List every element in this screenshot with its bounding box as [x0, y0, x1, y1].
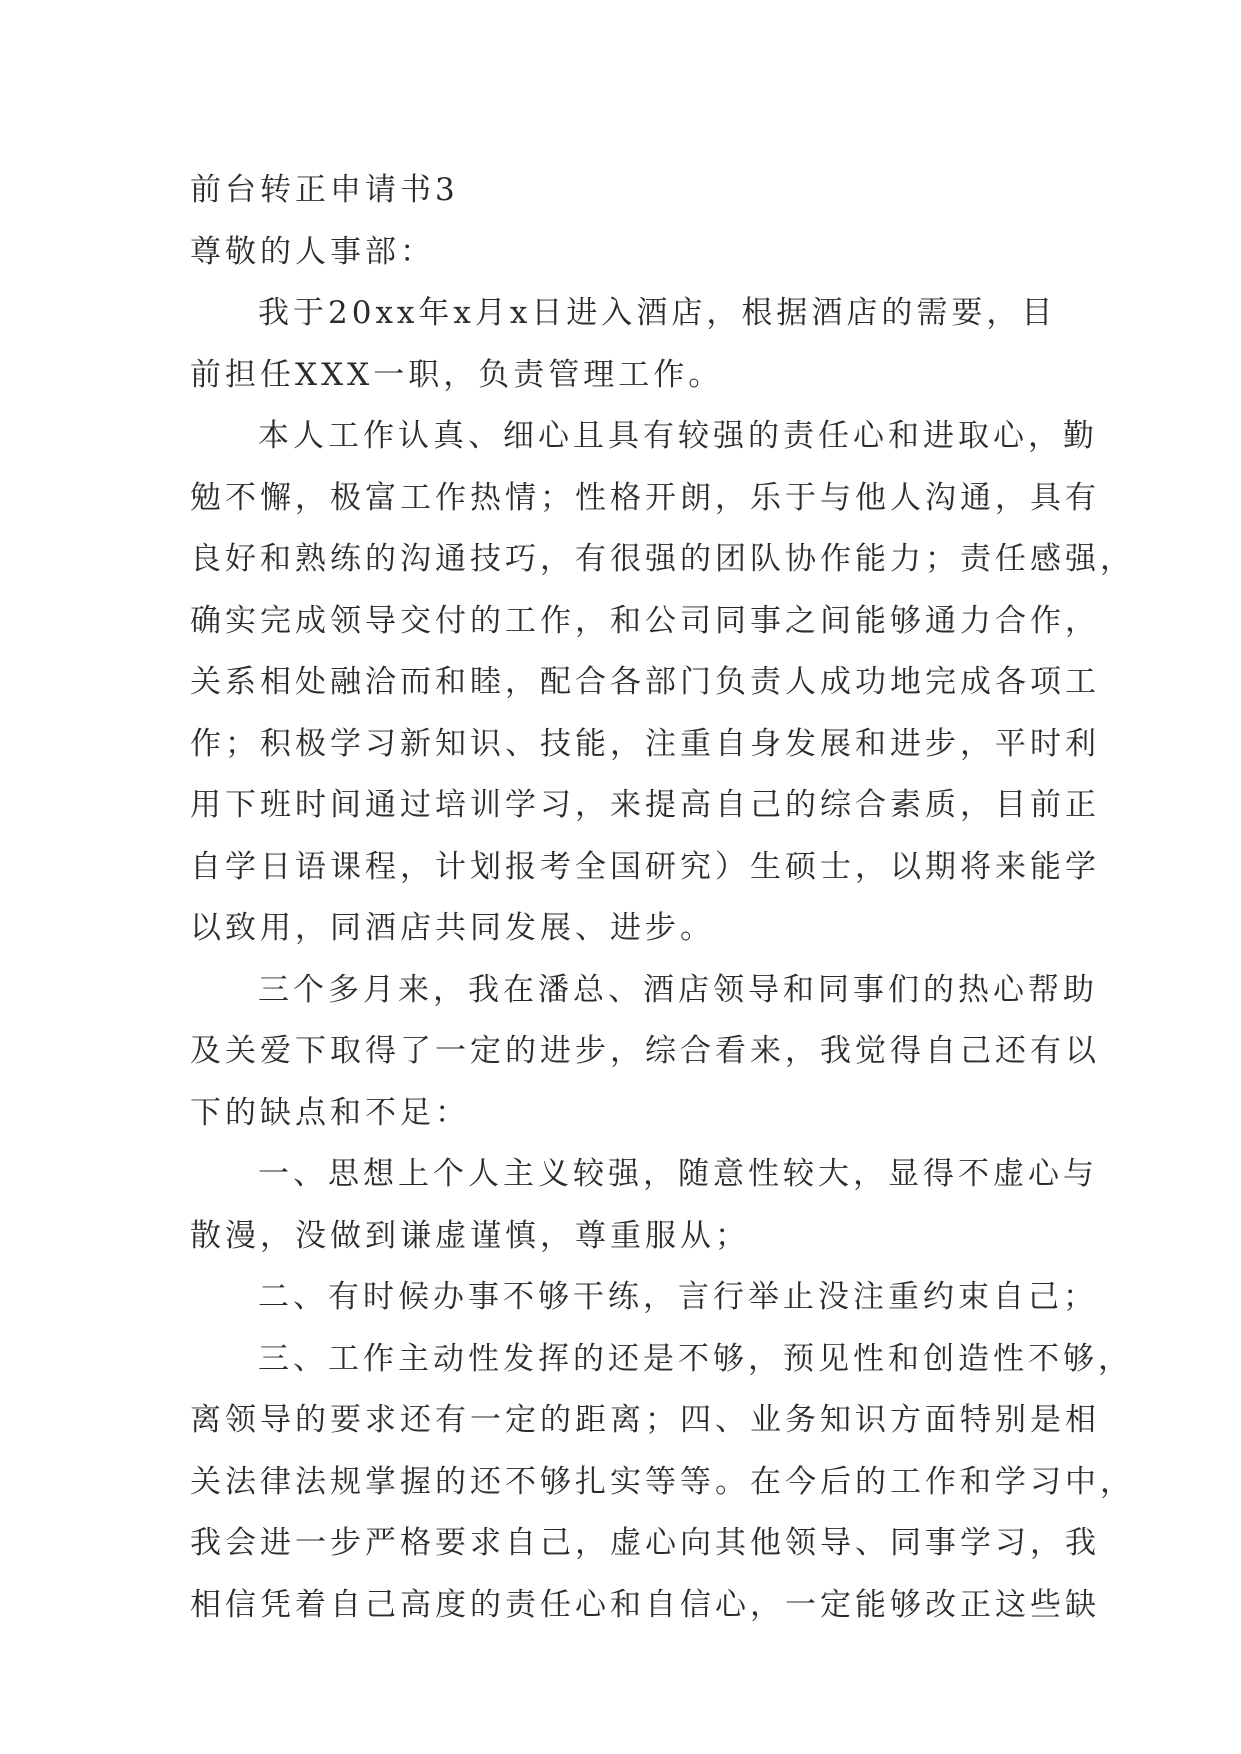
text-line: 作；积极学习新知识、技能，注重自身发展和进步，平时利 [190, 725, 1100, 762]
document-body [190, 160, 1135, 1636]
text-line: 用下班时间通过培训学习，来提高自己的综合素质，目前正 [190, 787, 1100, 823]
document-title: 前台转正申请书3 [190, 172, 459, 208]
text-line: 离领导的要求还有一定的距离；四、业务知识方面特别是相 [190, 1402, 1100, 1438]
text-line: 及关爱下取得了一定的进步，综合看来，我觉得自己还有以 [190, 1033, 1100, 1069]
salutation: 尊敬的人事部： [190, 233, 435, 270]
text-line: 自学日语课程，计划报考全国研究）生硕士，以期将来能学 [190, 848, 1100, 885]
text-line: 三个多月来，我在潘总、酒店领导和同事们的热心帮助 [258, 971, 1098, 1008]
text-line: 相信凭着自己高度的责任心和自信心，一定能够改正这些缺 [190, 1586, 1100, 1623]
text-line: 关系相处融洽而和睦，配合各部门负责人成功地完成各项工 [190, 664, 1100, 700]
text-line: 良好和熟练的沟通技巧，有很强的团队协作能力；责任感强， [190, 541, 1135, 577]
text-line: 下的缺点和不足： [190, 1094, 470, 1131]
text-line: 三、工作主动性发挥的还是不够，预见性和创造性不够， [258, 1340, 1133, 1377]
text-line: 以致用，同酒店共同发展、进步。 [190, 910, 715, 946]
text-line: 确实完成领导交付的工作，和公司同事之间能够通力合作， [190, 602, 1100, 639]
text-line: 勉不懈，极富工作热情；性格开朗，乐于与他人沟通，具有 [190, 479, 1100, 516]
text-line: 一、思想上个人主义较强，随意性较大，显得不虚心与 [258, 1156, 1098, 1192]
text-line: 关法律法规掌握的还不够扎实等等。在今后的工作和学习中， [190, 1463, 1135, 1500]
text-line: 我于20xx年x月x日进入酒店，根据酒店的需要，目 [258, 295, 1057, 331]
text-line: 我会进一步严格要求自己，虚心向其他领导、同事学习，我 [190, 1525, 1100, 1561]
text-line: 本人工作认真、细心且具有较强的责任心和进取心，勤 [258, 418, 1098, 454]
text-line: 前担任XXX一职，负责管理工作。 [190, 356, 724, 393]
text-line: 散漫，没做到谦虚谨慎，尊重服从； [190, 1217, 750, 1254]
text-line: 二、有时候办事不够干练，言行举止没注重约束自己； [258, 1279, 1098, 1315]
